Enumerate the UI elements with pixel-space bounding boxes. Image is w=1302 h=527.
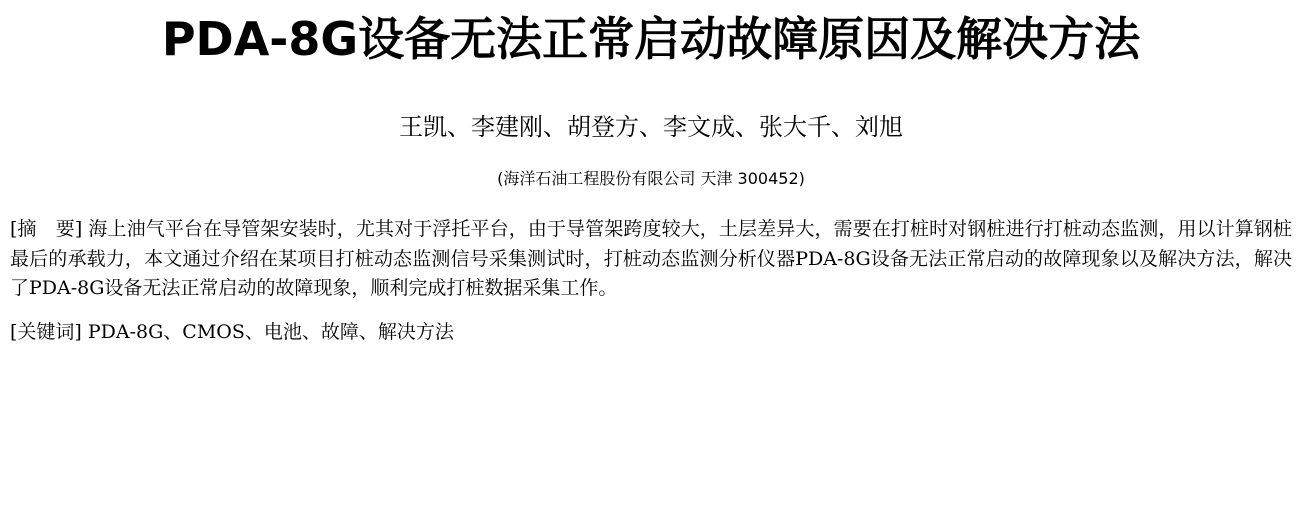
affiliation: (海洋石油工程股份有限公司 天津 300452) [497, 169, 805, 189]
keywords-section [8, 318, 1294, 347]
abstract-section [8, 215, 1294, 303]
paper-page [0, 8, 1302, 527]
abstract-label: [摘 要] [10, 218, 83, 241]
abstract-text: 海上油气平台在导管架安装时，尤其对于浮托平台，由于导管架跨度较大，土层差异大，需要在打桩时对钢桩进行打桩动态监测，用以计算钢桩最后的承载力，本文通过介绍在某项目打桩动态监测信号采集测试时，打桩动态监测分析仪器PDA-8G设备无法正常启动的故障现象以及解决方法，解决了PDA-8G设备无法正常启动的故障现象，顺利完成打桩数据采集工作。 [10, 218, 1292, 300]
author-list: 王凯、李建刚、胡登方、李文成、张大千、刘旭 [399, 113, 903, 142]
keywords-text: PDA-8G、CMOS、电池、故障、解决方法 [87, 320, 454, 343]
page-title: PDA-8G设备无法正常启动故障原因及解决方法 [161, 12, 1141, 66]
keywords-label: [关键词] [10, 320, 82, 343]
